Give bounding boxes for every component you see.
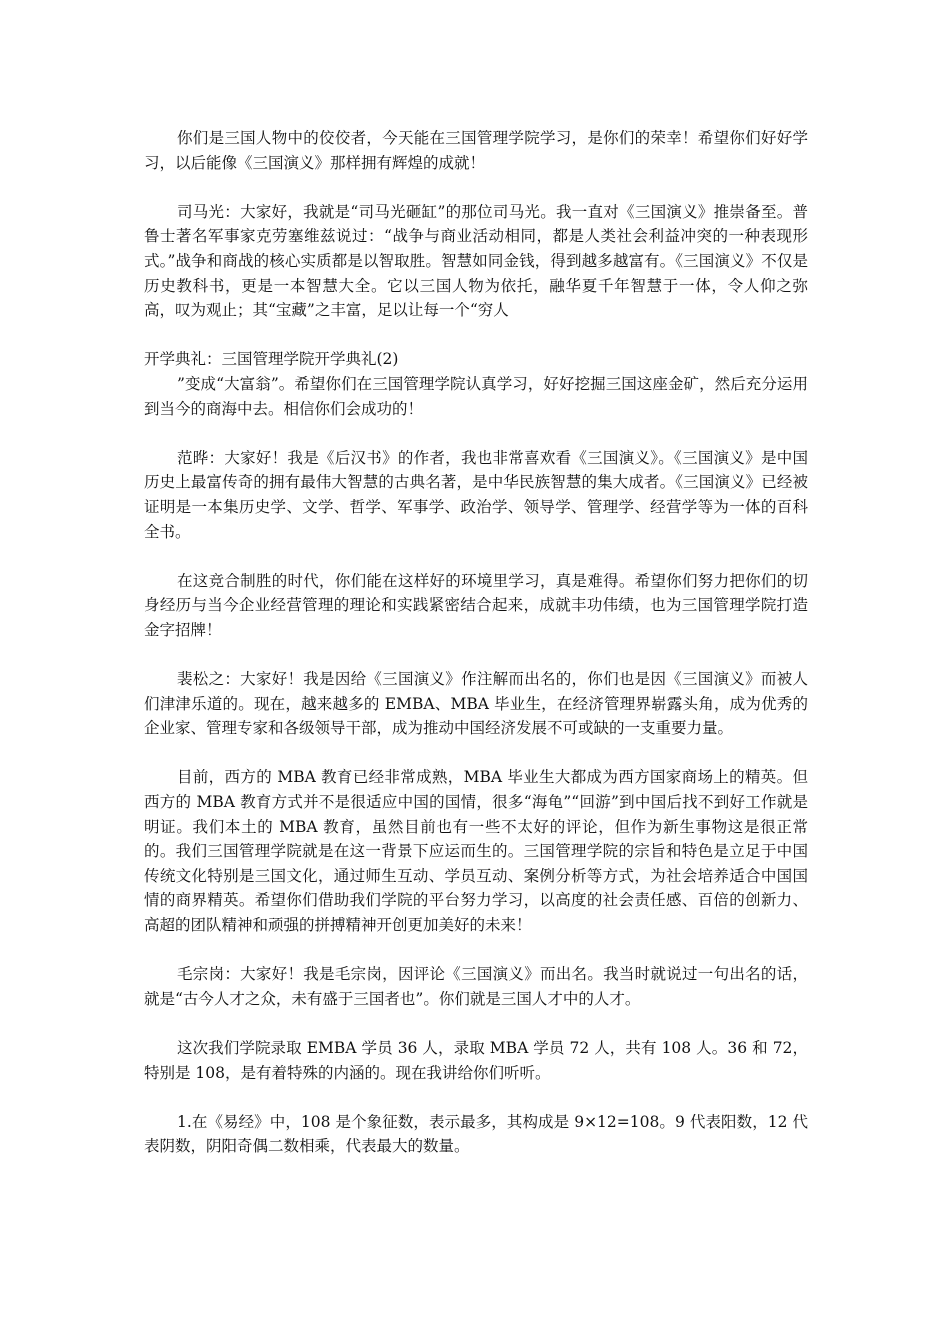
paragraph-mao-zonggang: 毛宗岗：大家好！我是毛宗岗，因评论《三国演义》而出名。我当时就说过一句出名的话，就是“古今人才之众，未有盛于三国者也”。你们就是三国人才中的人才。 [144, 965, 808, 1008]
paragraph-competition: 在这竞合制胜的时代，你们能在这样好的环境里学习，真是难得。希望你们努力把你们的切身经历与当今企业经营管理的理论和实践紧密结合起来，成就丰功伟绩，也为三国管理学院打造金字招牌！ [144, 571, 808, 639]
paragraph-yijing: 1.在《易经》中，108 是个象征数，表示最多，其构成是 9×12=108。9 代表阳数，12 代表阴数，阴阳奇偶二数相乘，代表最大的数量。 [144, 1112, 808, 1156]
paragraph-fan-ye: 范晔：大家好！我是《后汉书》的作者，我也非常喜欢看《三国演义》。《三国演义》是中国历史上最富传奇的拥有最伟大智慧的古典名著，是中华民族智慧的集大成者。《三国演义》已经被证明是一本集历史学、文学、哲学、军事学、政治学、领导学、管理学、经营学等为一体的百科全书。 [144, 448, 808, 541]
paragraph-pei-songzhi: 裴松之：大家好！我是因给《三国演义》作注解而出名的，你们也是因《三国演义》而被人们津津乐道的。现在，越来越多的 EMBA、MBA 毕业生，在经济管理界崭露头角，成为优秀的企业家、管理专家和各级领导干部，成为推动中国经济发展不可或缺的一支重要力量。 [144, 670, 808, 738]
paragraph-continuation: ”变成“大富翁”。希望你们在三国管理学院认真学习，好好挖掘三国这座金矿，然后充分运用到当今的商海中去。相信你们会成功的！ [144, 374, 808, 418]
paragraph-enrollment: 这次我们学院录取 EMBA 学员 36 人，录取 MBA 学员 72 人，共有 108 人。36 和 72，特别是 108，是有着特殊的内涵的。现在我讲给你们听听。 [144, 1038, 808, 1082]
paragraph-sima-guang: 司马光：大家好，我就是“司马光砸缸”的那位司马光。我一直对《三国演义》推崇备至。普鲁士著名军事家克劳塞维兹说过：“战争与商业活动相同，都是人类社会利益冲突的一种表现形式。”战争和商战的核心实质都是以智取胜。智慧如同金钱，得到越多越富有。《三国演义》不仅是历史教科书，更是一本智慧大全。它以三国人物为依托，融华夏千年智慧于一体，令人仰之弥高，叹为观止；其“宝藏”之丰富，足以让每一个“穷人 [144, 202, 808, 320]
paragraph-mba-education: 目前，西方的 MBA 教育已经非常成熟，MBA 毕业生大都成为西方国家商场上的精英。但西方的 MBA 教育方式并不是很适应中国的国情，很多“海龟”“回游”到中国后找不到好工作就是明证。我们本土的 MBA 教育，虽然目前也有一些不太好的评论，但作为新生事物这是很正常的。我们三国管理学院就是在这一背景下应运而生的。三国管理学院的宗旨和特色是立足于中国传统文化特别是三国文化，通过师生互动、学员互动、案例分析等方式，为社会培养适合中国国情的商界精英。希望你们借助我们学院的平台努力学习，以高度的社会责任感、百倍的创新力、高超的团队精神和顽强的拼搏精神开创更加美好的未来！ [144, 768, 808, 934]
document-body [144, 126, 808, 1159]
paragraph-intro: 你们是三国人物中的佼佼者，今天能在三国管理学院学习，是你们的荣幸！希望你们好好学习，以后能像《三国演义》那样拥有辉煌的成就！ [144, 129, 808, 172]
section-heading: 开学典礼：三国管理学院开学典礼(2) [144, 350, 399, 369]
